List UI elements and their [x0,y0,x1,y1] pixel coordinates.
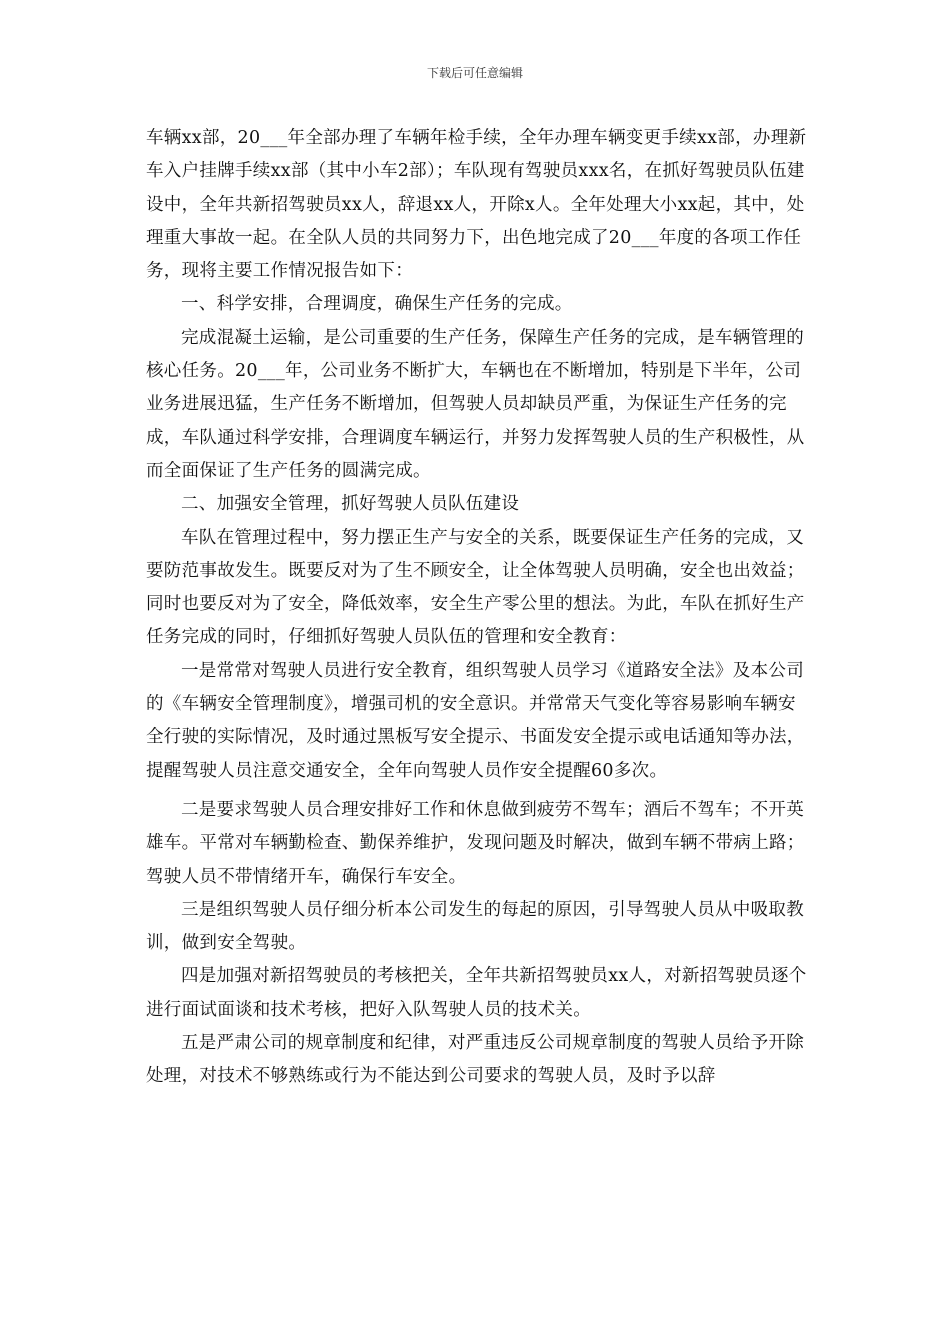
paragraph-item-5: 五是严肃公司的规章制度和纪律，对严重违反公司规章制度的驾驶人员给予开除处理，对技术不够熟练或行为不能达到公司要求的驾驶人员，及时予以辞 [146,1033,804,1087]
paragraph-item-1: 一是常常对驾驶人员进行安全教育，组织驾驶人员学习《道路安全法》及本公司的《车辆安全管理制度》，增强司机的安全意识。并常常天气变化等容易影响车辆安全行驶的实际情况，及时通过黑板写安全提示、书面发安全提示或电话通知等办法，提醒驾驶人员注意交通安全，全年向驾驶人员作安全提醒60多次。 [146,660,805,781]
paragraph-item-4: 四是加强对新招驾驶员的考核把关，全年共新招驾驶员xx人，对新招驾驶员逐个进行面试面谈和技术考核，把好入队驾驶人员的技术关。 [146,966,807,1020]
paragraph-item-3: 三是组织驾驶人员仔细分析本公司发生的每起的原因，引导驾驶人员从中吸取教训，做到安全驾驶。 [146,899,804,954]
document-body [146,122,810,1094]
page-header-note: 下载后可任意编辑 [426,66,523,80]
section-heading-2: 二、加强安全管理，抓好驾驶人员队伍建设 [181,494,520,515]
section-heading-1: 一、科学安排，合理调度，确保生产任务的完成。 [181,294,573,315]
paragraph-section-1: 完成混凝土运输，是公司重要的生产任务，保障生产任务的完成，是车辆管理的核心任务。20___年，公司业务不断扩大，车辆也在不断增加，特别是下半年，公司业务进展迅猛，生产任务不断增加，但驾驶人员却缺员严重，为保证生产任务的完成，车队通过科学安排，合理调度车辆运行，并努力发挥驾驶人员的生产积极性，从而全面保证了生产任务的圆满完成。 [146,327,805,481]
paragraph-intro: 车辆xx部，20___年全部办理了车辆年检手续，全年办理车辆变更手续xx部，办理新车入户挂牌手续xx部（其中小车2部）；车队现有驾驶员xxx名，在抓好驾驶员队伍建设中，全年共新招驾驶员xx人，辞退xx人，开除x人。全年处理大小xx起，其中，处理重大事故一起。在全队人员的共同努力下，出色地完成了20___年度的各项工作任务，现将主要工作情况报告如下： [146,128,807,282]
paragraph-item-2: 二是要求驾驶人员合理安排好工作和休息做到疲劳不驾车；酒后不驾车；不开英雄车。平常对车辆勤检查、勤保养维护，发现问题及时解决，做到车辆不带病上路；驾驶人员不带情绪开车，确保行车安全。 [146,799,805,887]
paragraph-section-2: 车队在管理过程中，努力摆正生产与安全的关系，既要保证生产任务的完成，又要防范事故发生。既要反对为了生不顾安全，让全体驾驶人员明确，安全也出效益；同时也要反对为了安全，降低效率，安全生产零公里的想法。为此，车队在抓好生产任务完成的同时，仔细抓好驾驶人员队伍的管理和安全教育： [146,527,805,648]
